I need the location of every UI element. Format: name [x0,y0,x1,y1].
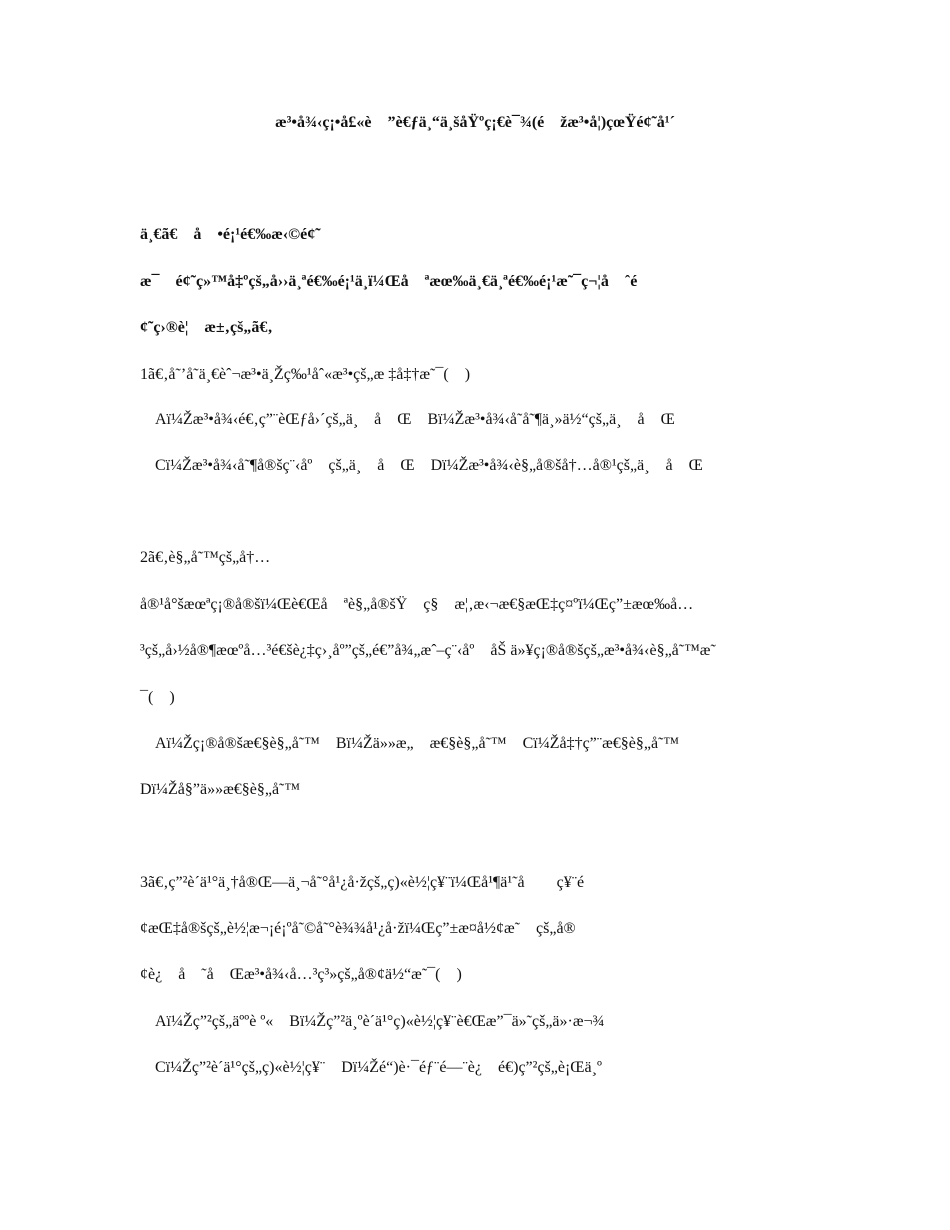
question-1-options-row-2: Cï¼Žæ³•å¾‹å˜¶å®šç¨‹åº çš„ä¸ å Œ Dï¼Žæ³•å¾‹è§„å®šå†…å®¹çš„ä¸ å Œ [155,457,703,474]
question-1-stem: 1ã€‚å˜’å˜ä¸€èˆ¬æ³•ä¸Žç‰¹åˆ«æ³•çš„æ ‡å‡†æ˜¯( ) [140,366,471,383]
document-title: æ³•å¾‹ç¡•å£«è ”è€ƒä¸“ä¸šåŸºç¡€è¯¾(é žæ³•å¦)çœŸé¢˜å¹´ [275,114,675,131]
section-instruction-line-2: ¢˜ç›®è¦ æ±‚çš„ã€‚ [140,319,273,336]
question-3-stem-line-2: ¢æŒ‡å®šçš„è½¦æ¬¡é¡ºå˜©å˜°è¾¾å¹¿å·žï¼Œç”±æ¤å½¢æ˜ çš„å® [140,920,576,937]
question-2-options-row-2: Dï¼Žå§”ä»»æ€§è§„å˜™ [140,781,301,798]
question-2-stem-line-4: ¯( ) [140,689,175,706]
question-1-options-row-1: Aï¼Žæ³•å¾‹é€‚ç”¨èŒƒå›´çš„ä¸ å Œ Bï¼Žæ³•å¾‹å˜å˜¶ä¸»ä½“çš„ä¸ å Œ [155,411,675,428]
question-2-options-row-1: Aï¼Žç¡®å®šæ€§è§„å˜™ Bï¼Žä»»æ„ æ€§è§„å˜™ Cï¼Žå‡†ç”¨æ€§è§„å˜™ [155,735,680,752]
question-3-stem-line-3: ¢è¿ å ˜å Œæ³•å¾‹å…³ç³»çš„å®¢ä½“æ˜¯( ) [140,966,462,983]
question-2-stem-line-2: å®¹å°šæœªç¡®å®šï¼Œè€Œå ªè§„å®šŸ ç§ æ¦‚æ‹¬æ€§æŒ‡ç¤ºï¼Œç”±æœ‰å… [140,596,694,613]
question-2-stem-line-3: ³çš„å›½å®¶æœºå…³é€šè¿‡ç›¸åº”çš„é€”å¾„æˆ–ç¨‹åº åŠ ä»¥ç¡®å®šçš„æ³•å¾‹è§„å˜™æ˜ [140,642,716,659]
section-instruction-line-1: æ¯ é¢˜ç»™å‡ºçš„å››ä¸ªé€‰é¡¹ä¸ï¼Œå ªæœ‰ä¸€ä¸ªé€‰é¡¹æ˜¯ç¬¦å ˆé [140,273,638,290]
question-3-stem-line-1: 3ã€‚ç”²è´ä¹°ä¸†å®Œ—ä¸¬å˜°å¹¿å·žçš„ç)«è½¦ç¥¨ï¼Œå¹¶ä¹˜å ç¥¨é [140,874,585,891]
question-3-options-row-1: Aï¼Žç”²çš„äººè º« Bï¼Žç”²ä¸ºè´ä¹°ç)«è½¦ç¥¨è€Œæ”¯ä»˜çš„ä»·æ¬¾ [155,1013,605,1030]
question-2-stem-line-1: 2ã€‚è§„å˜™çš„å†… [140,549,271,566]
question-3-options-row-2: Cï¼Žç”²è´ä¹°çš„ç)«è½¦ç¥¨ Dï¼Žé“)è·¯éƒ¨é—¨è¿ é€)ç”²çš„è¡Œä¸º [155,1059,602,1076]
section-heading: ä¸€ã€ å •é¡¹é€‰æ‹©é¢˜ [140,226,321,243]
